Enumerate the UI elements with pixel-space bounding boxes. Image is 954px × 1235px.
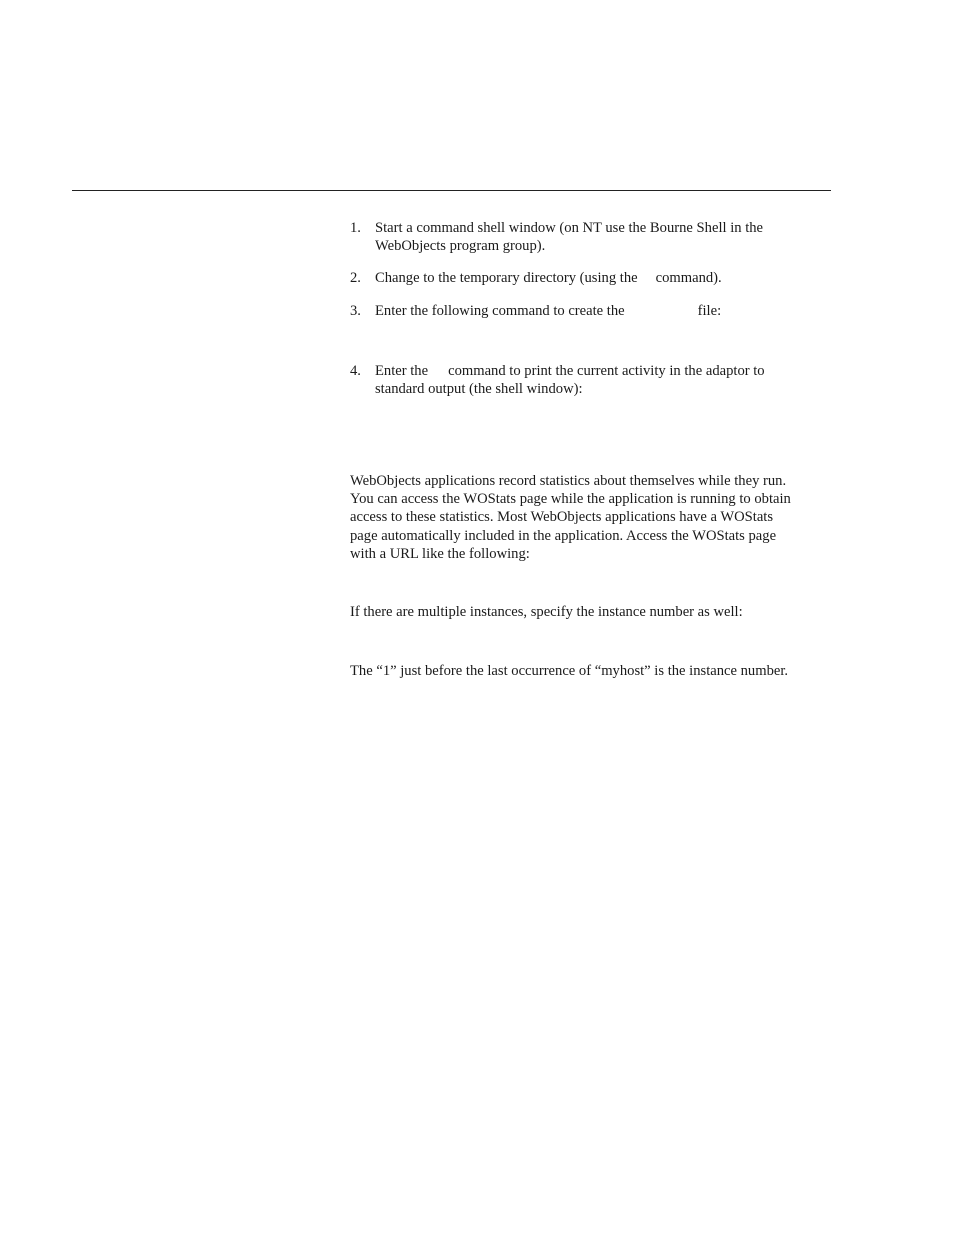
step-text-part: command to print the current activity in the adaptor to	[448, 363, 765, 379]
step-number: 2.	[350, 270, 361, 286]
paragraph-line: You can access the WOStats page while the application is running to obtain	[350, 491, 791, 507]
step-text-line: WebObjects program group).	[375, 238, 546, 254]
paragraph-line: access to these statistics. Most WebObjects applications have a WOStats	[350, 509, 774, 525]
header-rule	[72, 190, 831, 191]
paragraph-line: WebObjects applications record statistics about themselves while they run.	[350, 473, 787, 489]
step-text-part: Enter the following command to create the	[375, 303, 625, 319]
step-text-part: Change to the temporary directory (using the	[375, 270, 638, 286]
step-number: 3.	[350, 303, 361, 319]
paragraph-line: with a URL like the following:	[350, 546, 530, 562]
step-text-line	[375, 302, 721, 320]
step-text-line: standard output (the shell window):	[375, 381, 583, 397]
step-text-part: command).	[655, 270, 722, 286]
step-text-line	[375, 362, 765, 380]
step-number: 4.	[350, 363, 361, 379]
step-text-line: Start a command shell window (on NT use the Bourne Shell in the	[375, 220, 764, 236]
instance-note-text: The “1” just before the last occurrence of “myhost” is the instance number.	[350, 663, 789, 679]
step-text-part: Enter the	[375, 363, 429, 379]
paragraph-line: page automatically included in the application. Access the WOStats page	[350, 528, 777, 544]
step-text-part: file:	[697, 303, 722, 319]
multiple-instances-text: If there are multiple instances, specify the instance number as well:	[350, 604, 743, 620]
step-number: 1.	[350, 220, 361, 236]
step-text-line	[375, 269, 722, 287]
